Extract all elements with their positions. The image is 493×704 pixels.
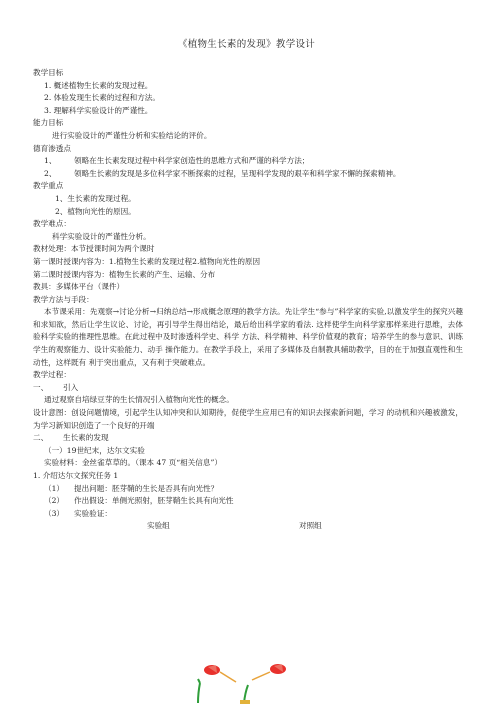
step-item <box>33 495 463 508</box>
step-text: 作出假设：单侧光照射，胚芽鞘生长具有向光性 <box>74 496 234 506</box>
key-item: 1、生长素的发现过程。 <box>55 193 136 203</box>
step-item <box>33 508 463 521</box>
key-item: 2、植物向光性的原因。 <box>55 206 136 216</box>
group-labels <box>33 520 463 534</box>
moral-heading: 德育渗透点 <box>33 143 71 153</box>
methods-paragraph: 本节课采用：先观察→讨论分析→归纳总结→形成概念原理的教学方法。先让学生“参与”科学家的实验,以激发学生的探究兴趣和求知欲，然后让学生议论、讨论，再引导学生得出结论，最后给出科学家的看法. 这样使学生向科学家那样来进行思维，去体验科学实验的推理性思维。在此过程中及时渗透科学史、科学 方法、科学精神、科学价值观的教育；培养学生的参与意识、训练学生的观察能力、设计实验能力、动手 操作能力。在教学手段上，采用了多媒体及自制教具辅助教学，目的在于加强直观性和生动性，这样既有 利于突出重点，又有利于突破难点。 <box>33 307 463 367</box>
goal-item: 1. 概述植物生长素的发现过程。 <box>44 80 153 90</box>
methods-heading: 教学方法与手段： <box>33 294 94 304</box>
step-text: 实验验证： <box>74 508 112 518</box>
intro-number: 一、 <box>33 382 49 392</box>
goal-item: 2. 体验发现生长素的过程和方法。 <box>44 93 160 103</box>
page-title: 《植物生长素的发现》教学设计 <box>177 39 316 50</box>
intent-paragraph: 设计意图：创设问题情境，引起学生认知冲突和认知期待，促使学生应用已有的知识去探索新问题，学习 的动机和兴趣被激发，为学习新知识创造了一个良好的开端 <box>33 408 463 430</box>
light-source-icon <box>204 665 220 675</box>
experiment-figure <box>178 655 308 704</box>
seedling-icon <box>240 685 250 704</box>
intro-heading <box>33 382 463 395</box>
moral-item <box>33 155 463 168</box>
moral-item-text: 领略在生长素发现过程中科学家创造性的思维方式和严谨的科学方法； <box>74 156 310 166</box>
discovery-heading <box>33 432 463 445</box>
intro-text: 通过观察自培绿豆芽的生长情况引入植物向光性的概念。 <box>44 395 234 405</box>
moral-item-number: 2、 <box>44 168 57 178</box>
light-source-icon <box>270 664 286 674</box>
step-item <box>33 483 463 496</box>
process-heading: 教学过程： <box>33 370 71 380</box>
material-detail: 实验材料：金丝雀草草的。（课本 47 页“相关信息”） <box>44 458 222 468</box>
lesson2-line: 第二课时授课内容为：植物生长素的产生、运输、分布 <box>33 269 216 279</box>
lesson1-line: 第一课时授课内容为：1.植物生长素的发现过程2.植物向光性的原因 <box>33 256 261 266</box>
ability-heading: 能力目标 <box>33 118 64 128</box>
key-heading: 教学重点 <box>33 181 64 191</box>
intro-title: 引入 <box>63 382 79 392</box>
moral-item-number: 1、 <box>44 156 57 166</box>
difficult-text: 科学实验设计的严谨性分析。 <box>52 231 151 241</box>
step-number: （2） <box>44 496 65 506</box>
control-group-label: 对照组 <box>299 521 322 531</box>
darwin-task: 1. 介绍达尔文探究任务 1 <box>33 471 119 480</box>
light-ray <box>252 672 270 680</box>
document-body <box>33 67 463 534</box>
experiment-group-label: 实验组 <box>147 521 170 531</box>
material-line: 教材处理：本节授课时间为两个课时 <box>33 244 155 254</box>
discovery-number: 二、 <box>33 433 49 443</box>
step-number: （1） <box>44 483 65 493</box>
goals-heading: 教学目标 <box>33 68 64 77</box>
tools-line: 教具：多媒体平台（课件） <box>33 282 125 292</box>
darwin-subheading: （一）19世纪末，达尔文实验 <box>44 445 145 455</box>
discovery-title: 生长素的发现 <box>63 433 109 443</box>
light-ray <box>220 672 236 682</box>
step-text: 提出问题：胚芽鞘的生长是否具有向光性？ <box>74 483 219 493</box>
difficult-heading: 教学难点： <box>33 219 71 229</box>
moral-item <box>33 168 463 181</box>
goal-item: 3. 理解科学实验设计的严谨性。 <box>44 105 153 115</box>
moral-item-text: 领略生长素的发现是多位科学家不断探索的过程，呈现科学发现的艰辛和科学家不懈的探索精神。 <box>74 168 401 178</box>
seedling-icon <box>198 679 200 703</box>
ability-text: 进行实验设计的严谨性分析和实验结论的评价。 <box>52 130 212 140</box>
step-number: （3） <box>44 508 65 518</box>
